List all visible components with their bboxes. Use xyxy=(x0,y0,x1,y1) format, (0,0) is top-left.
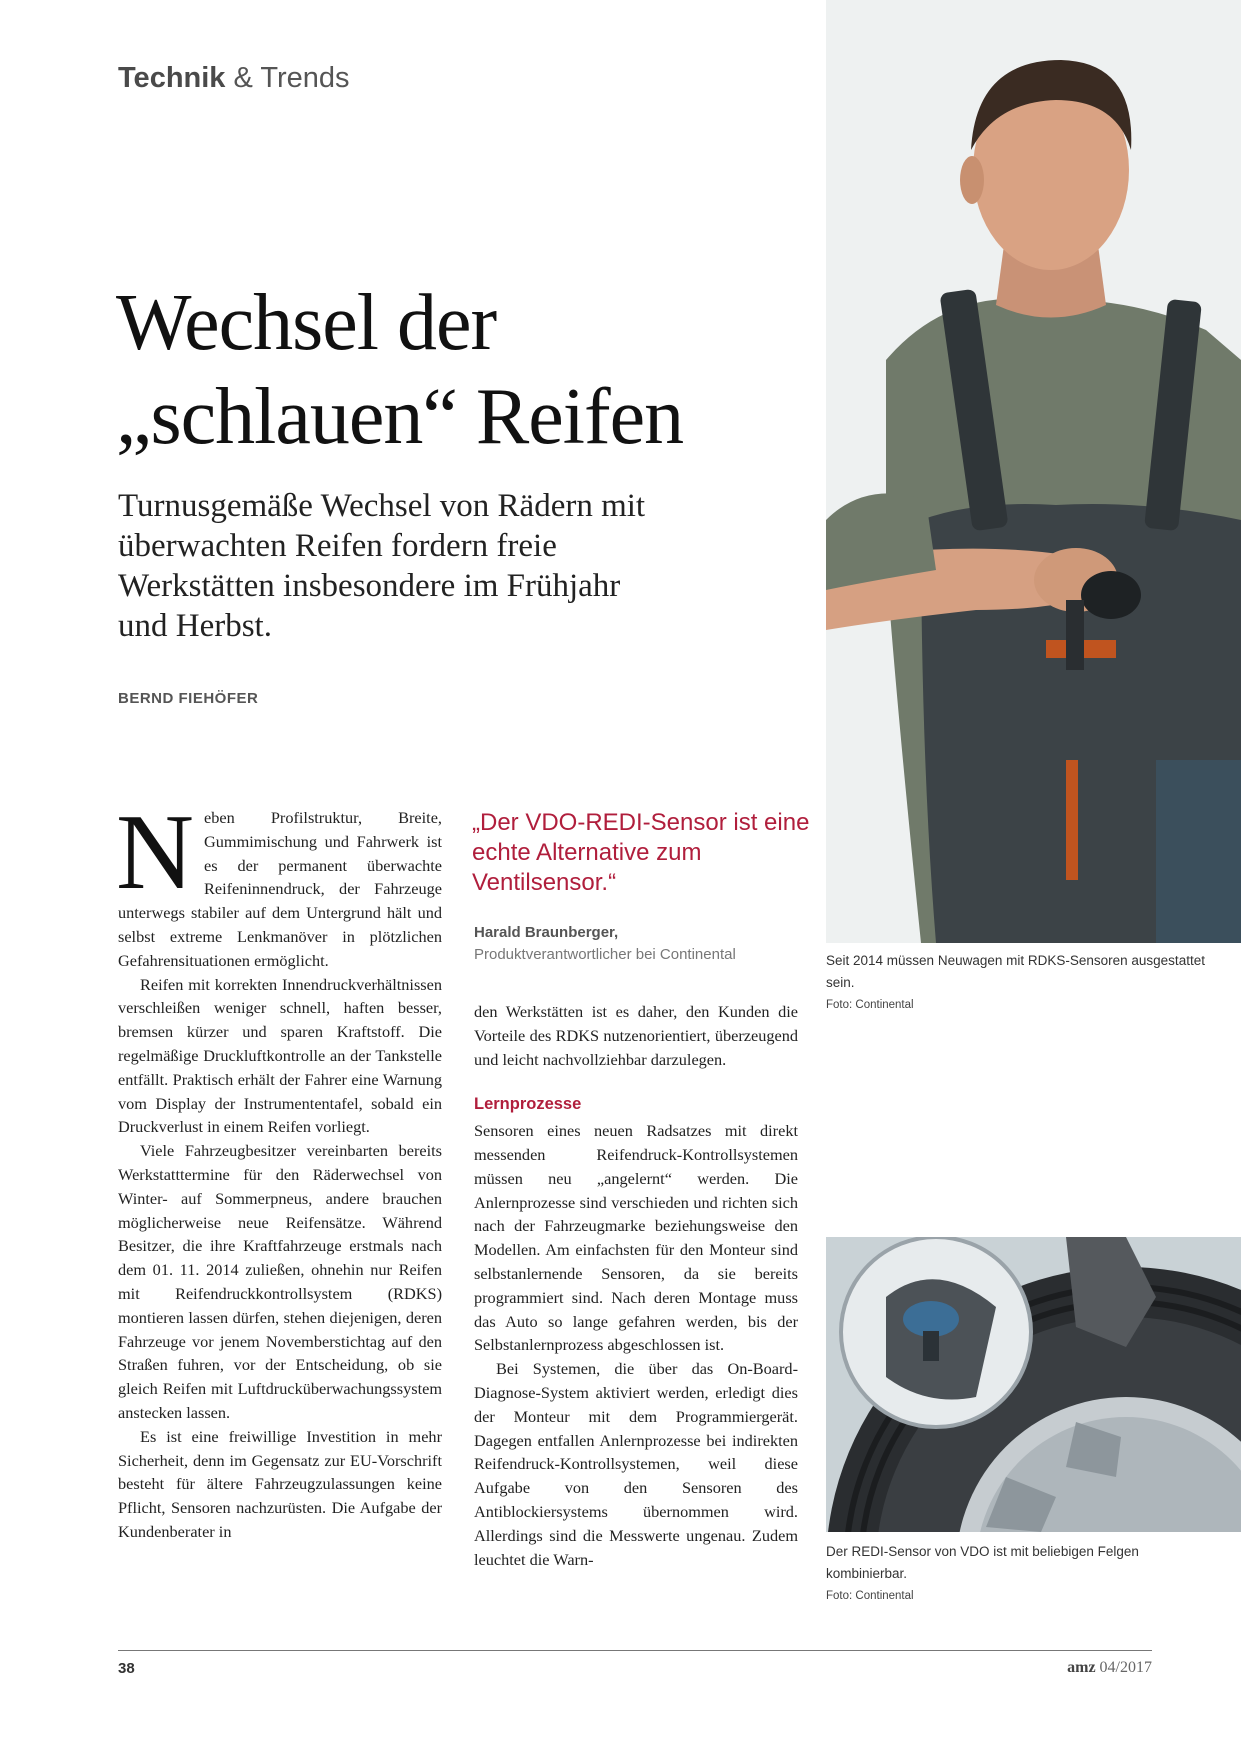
subheading: Lernprozesse xyxy=(474,1095,582,1114)
issue-label xyxy=(1067,1659,1152,1677)
photo-caption xyxy=(826,950,1206,1016)
magazine-name: amz xyxy=(1067,1659,1096,1676)
issue-number: 04/2017 xyxy=(1099,1659,1152,1676)
paragraph: Reifen mit korrekten Innendruckverhältnissen verschleißen weniger schnell, haften besser, bremsen kürzer und sparen Kraftstoff. Die regelmäßige Druckluftkontrolle an der Tankstelle entfällt. Praktisch erhält der Fahrer eine Warnung vom Display der Instrumententafel, sobald ein Druckverlust in einem Reifen vorliegt. xyxy=(118,974,442,1137)
paragraph: Viele Fahrzeugbesitzer vereinbarten bereits Werkstatttermine für den Räderwechsel von Winter- auf Sommerpneus, andere brauchen möglicherweise neue Reifensätze. Während Besitzer, die ihre Kraftfahrzeuge erstmals nach dem 01. 11. 2014 zuließen, ohnehin nur Reifen mit Reifendruckkontrollsystem (RDKS) montieren lassen dürfen, stehen diejenigen, deren Fahrzeuge vor jenem Novemberstichtag auf den Straßen fuhren, vor der Entscheidung, ob sie gleich Reifen mit Luftdrucküberwachungssystem anstecken lassen. xyxy=(118,1141,442,1422)
section-label-rest: & Trends xyxy=(233,62,350,94)
article-headline xyxy=(116,276,816,464)
paragraph: eben Profilstruktur, Breite, Gummimischung und Fahrwerk ist es der permanent überwachte Reifeninnendruck, der Fahrzeuge unterwegs stabiler auf dem Untergrund hält und selbst extreme Lenkmanöver in plötzlichen Gefahrensituationen ermöglicht. xyxy=(118,808,442,970)
body-column-2 xyxy=(474,1000,798,1571)
section-label xyxy=(118,62,350,95)
photo-credit: Foto: Continental xyxy=(826,999,914,1011)
caption-text: Seit 2014 müssen Neuwagen mit RDKS-Sensoren ausgestattet sein. xyxy=(826,953,1205,990)
mechanic-photo xyxy=(826,0,1241,943)
footer-rule xyxy=(118,1650,1152,1651)
quote-author-role: Produktverantwortlicher bei Continental xyxy=(474,946,736,963)
paragraph: Sensoren eines neuen Radsatzes mit direkt messenden Reifendruck-Kontrollsystemen müssen neu „angelernt“ werden. Die Anlernprozesse sind verschieden und richten sich nach der Fahrzeugmarke beziehungsweise den Modellen. Am einfachsten für den Monteur sind selbstanlernende Sensoren, da sie bereits programmiert sind. Nach deren Montage muss das Auto so lange gefahren werden, bis der Selbstanlernprozess abgeschlossen ist. xyxy=(474,1121,798,1355)
caption-text: Der REDI-Sensor von VDO ist mit beliebigen Felgen kombinierbar. xyxy=(826,1544,1139,1581)
pull-quote: „Der VDO-REDI-Sensor ist eine echte Alternative zum Ventilsensor.“ xyxy=(472,809,810,896)
paragraph: Bei Systemen, die über das On-Board-Diagnose-System aktiviert werden, erledigt dies der Monteur mit dem Programmiergerät. Dagegen entfallen Anlernprozesse bei indirekten Reifendruck-Kontrollsystemen, weil diese Aufgabe von den Sensoren des Antiblockiersystems übernommen wird. Allerdings sind die Messwerte ungenau. Zudem leuchtet die Warn- xyxy=(474,1359,798,1569)
headline-line-1: Wechsel der xyxy=(116,279,497,367)
paragraph: den Werkstätten ist es daher, den Kunden die Vorteile des RDKS nutzenorientiert, überzeugend und leicht nachvollziehbar darzulegen. xyxy=(474,1002,798,1069)
section-label-bold: Technik xyxy=(118,62,226,94)
body-column-1 xyxy=(116,793,442,1544)
drop-cap: N xyxy=(116,793,194,912)
author-byline: BERND FIEHÖFER xyxy=(118,690,259,707)
article-deck: Turnusgemäße Wechsel von Rädern mit überwachten Reifen fordern freie Werkstätten insbesondere im Frühjahr und Herbst. xyxy=(118,488,646,644)
page-number: 38 xyxy=(118,1660,135,1677)
paragraph: Es ist eine freiwillige Investition in mehr Sicherheit, denn im Gegensatz zur EU-Vorschrift besteht für ältere Fahrzeugzulassungen keine Pflicht, Sensoren nachzurüsten. Die Aufgabe der Kundenberater in xyxy=(118,1426,442,1541)
tire-illustration xyxy=(826,1237,1241,1532)
quote-author: Harald Braunberger, xyxy=(474,924,619,941)
photo-credit: Foto: Continental xyxy=(826,1590,914,1602)
headline-line-2: „schlauen“ Reifen xyxy=(116,373,684,461)
mechanic-illustration xyxy=(826,0,1241,943)
tire-sensor-photo xyxy=(826,1237,1241,1532)
photo-caption xyxy=(826,1541,1206,1607)
